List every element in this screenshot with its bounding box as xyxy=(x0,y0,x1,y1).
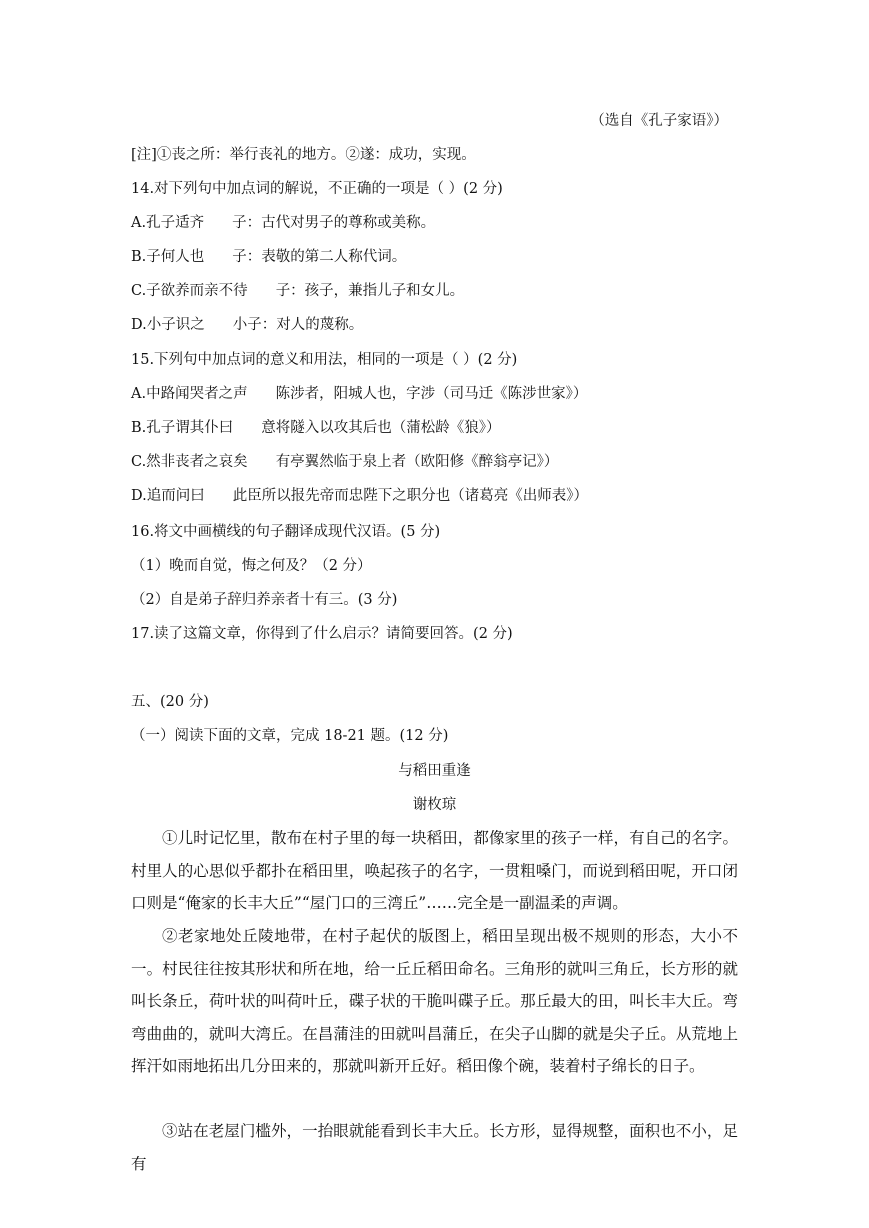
question-15-option-a xyxy=(131,384,587,404)
option-d-label: D.追而问曰 xyxy=(131,488,205,504)
option-a-compare: 陈涉者，阳城人也，字涉（司马迁《陈涉世家》） xyxy=(275,386,588,402)
option-b-explanation: 子：表敬的第二人称代词。 xyxy=(232,249,407,265)
option-a-explanation: 子：古代对男子的尊称或美称。 xyxy=(232,215,436,231)
question-14-option-d xyxy=(131,315,363,335)
question-14-stem: 14.对下列句中加点词的解说，不正确的一项是（ ）(2 分) xyxy=(131,181,503,197)
option-b-compare: 意将隧入以攻其后也（蒲松龄《狼》） xyxy=(261,420,501,436)
question-16-sentence-2: （2）自是弟子辞归养亲者十有三。(3 分) xyxy=(131,592,398,608)
question-14-option-a xyxy=(131,213,435,233)
option-c-compare: 有亭翼然临于泉上者（欧阳修《醉翁亭记》） xyxy=(275,454,559,470)
article-paragraph-2: ②老家地处丘陵地带，在村子起伏的版图上，稻田呈现出极不规则的形态，大小不一。村民往往按其形状和所在地，给一丘丘稻田命名。三角形的就叫三角丘，长方形的就叫长条丘，荷叶状的叫荷叶丘，碟子状的干脆叫碟子丘。那丘最大的田，叫长丰大丘。弯弯曲曲的，就叫大湾丘。在昌蒲洼的田就叫昌蒲丘，在尖子山脚的就是尖子丘。从荒地上挥汗如雨地拓出几分田来的，那就叫新开丘好。稻田像个碗，装着村子绵长的日子。 xyxy=(131,927,738,1076)
part-1-instruction: （一）阅读下面的文章，完成 18-21 题。(12 分) xyxy=(131,728,449,744)
question-16-sentence-1: （1）晚而自觉，悔之何及？（2 分） xyxy=(131,558,372,574)
question-15-option-b xyxy=(131,418,501,438)
question-14-option-b xyxy=(131,247,406,267)
option-c-explanation: 子：孩子，兼指儿子和女儿。 xyxy=(275,283,465,299)
question-17-stem: 17.读了这篇文章，你得到了什么启示？请简要回答。(2 分) xyxy=(131,626,513,642)
question-14-option-c xyxy=(131,281,464,301)
question-15-option-c xyxy=(131,452,558,472)
option-d-label: D.小子识之 xyxy=(131,317,205,333)
option-a-label: A.孔子适齐 xyxy=(131,215,205,231)
section-5-heading: 五、(20 分) xyxy=(131,694,209,710)
option-d-compare: 此臣所以报先帝而忠陛下之职分也（诸葛亮《出师表》） xyxy=(232,488,588,504)
option-d-explanation: 小子：对人的蔑称。 xyxy=(232,317,364,333)
article-paragraph-3: ③站在老屋门槛外，一抬眼就能看到长丰大丘。长方形，显得规整，面积也不小，足有 xyxy=(131,1122,738,1173)
option-a-label: A.中路闻哭者之声 xyxy=(131,386,248,402)
question-16-stem: 16.将文中画横线的句子翻译成现代汉语。(5 分) xyxy=(131,524,441,540)
option-b-label: B.孔子谓其仆曰 xyxy=(131,420,234,436)
option-b-label: B.子何人也 xyxy=(131,249,205,265)
source-citation: （选自《孔子家语》） xyxy=(590,113,728,129)
option-c-label: C.子欲养而亲不待 xyxy=(131,283,248,299)
article-paragraph-1: ①儿时记忆里，散布在村子里的每一块稻田，都像家里的孩子一样，有自己的名字。村里人的心思似乎都扑在稻田里，唤起孩子的名字，一贯粗嗓门，而说到稻田呢，开口闭口则是“俺家的长丰大丘”“屋门口的三湾丘”……完全是一副温柔的声调。 xyxy=(131,829,738,913)
question-15-option-d xyxy=(131,486,588,506)
article-author: 谢枚琼 xyxy=(412,797,457,813)
question-15-stem: 15.下列句中加点词的意义和用法，相同的一项是（ ）(2 分) xyxy=(131,352,518,368)
article-title: 与稻田重逢 xyxy=(398,763,471,779)
option-c-label: C.然非丧者之哀矣 xyxy=(131,454,248,470)
annotation-note: [注]①丧之所：举行丧礼的地方。②遂：成功，实现。 xyxy=(131,147,476,163)
